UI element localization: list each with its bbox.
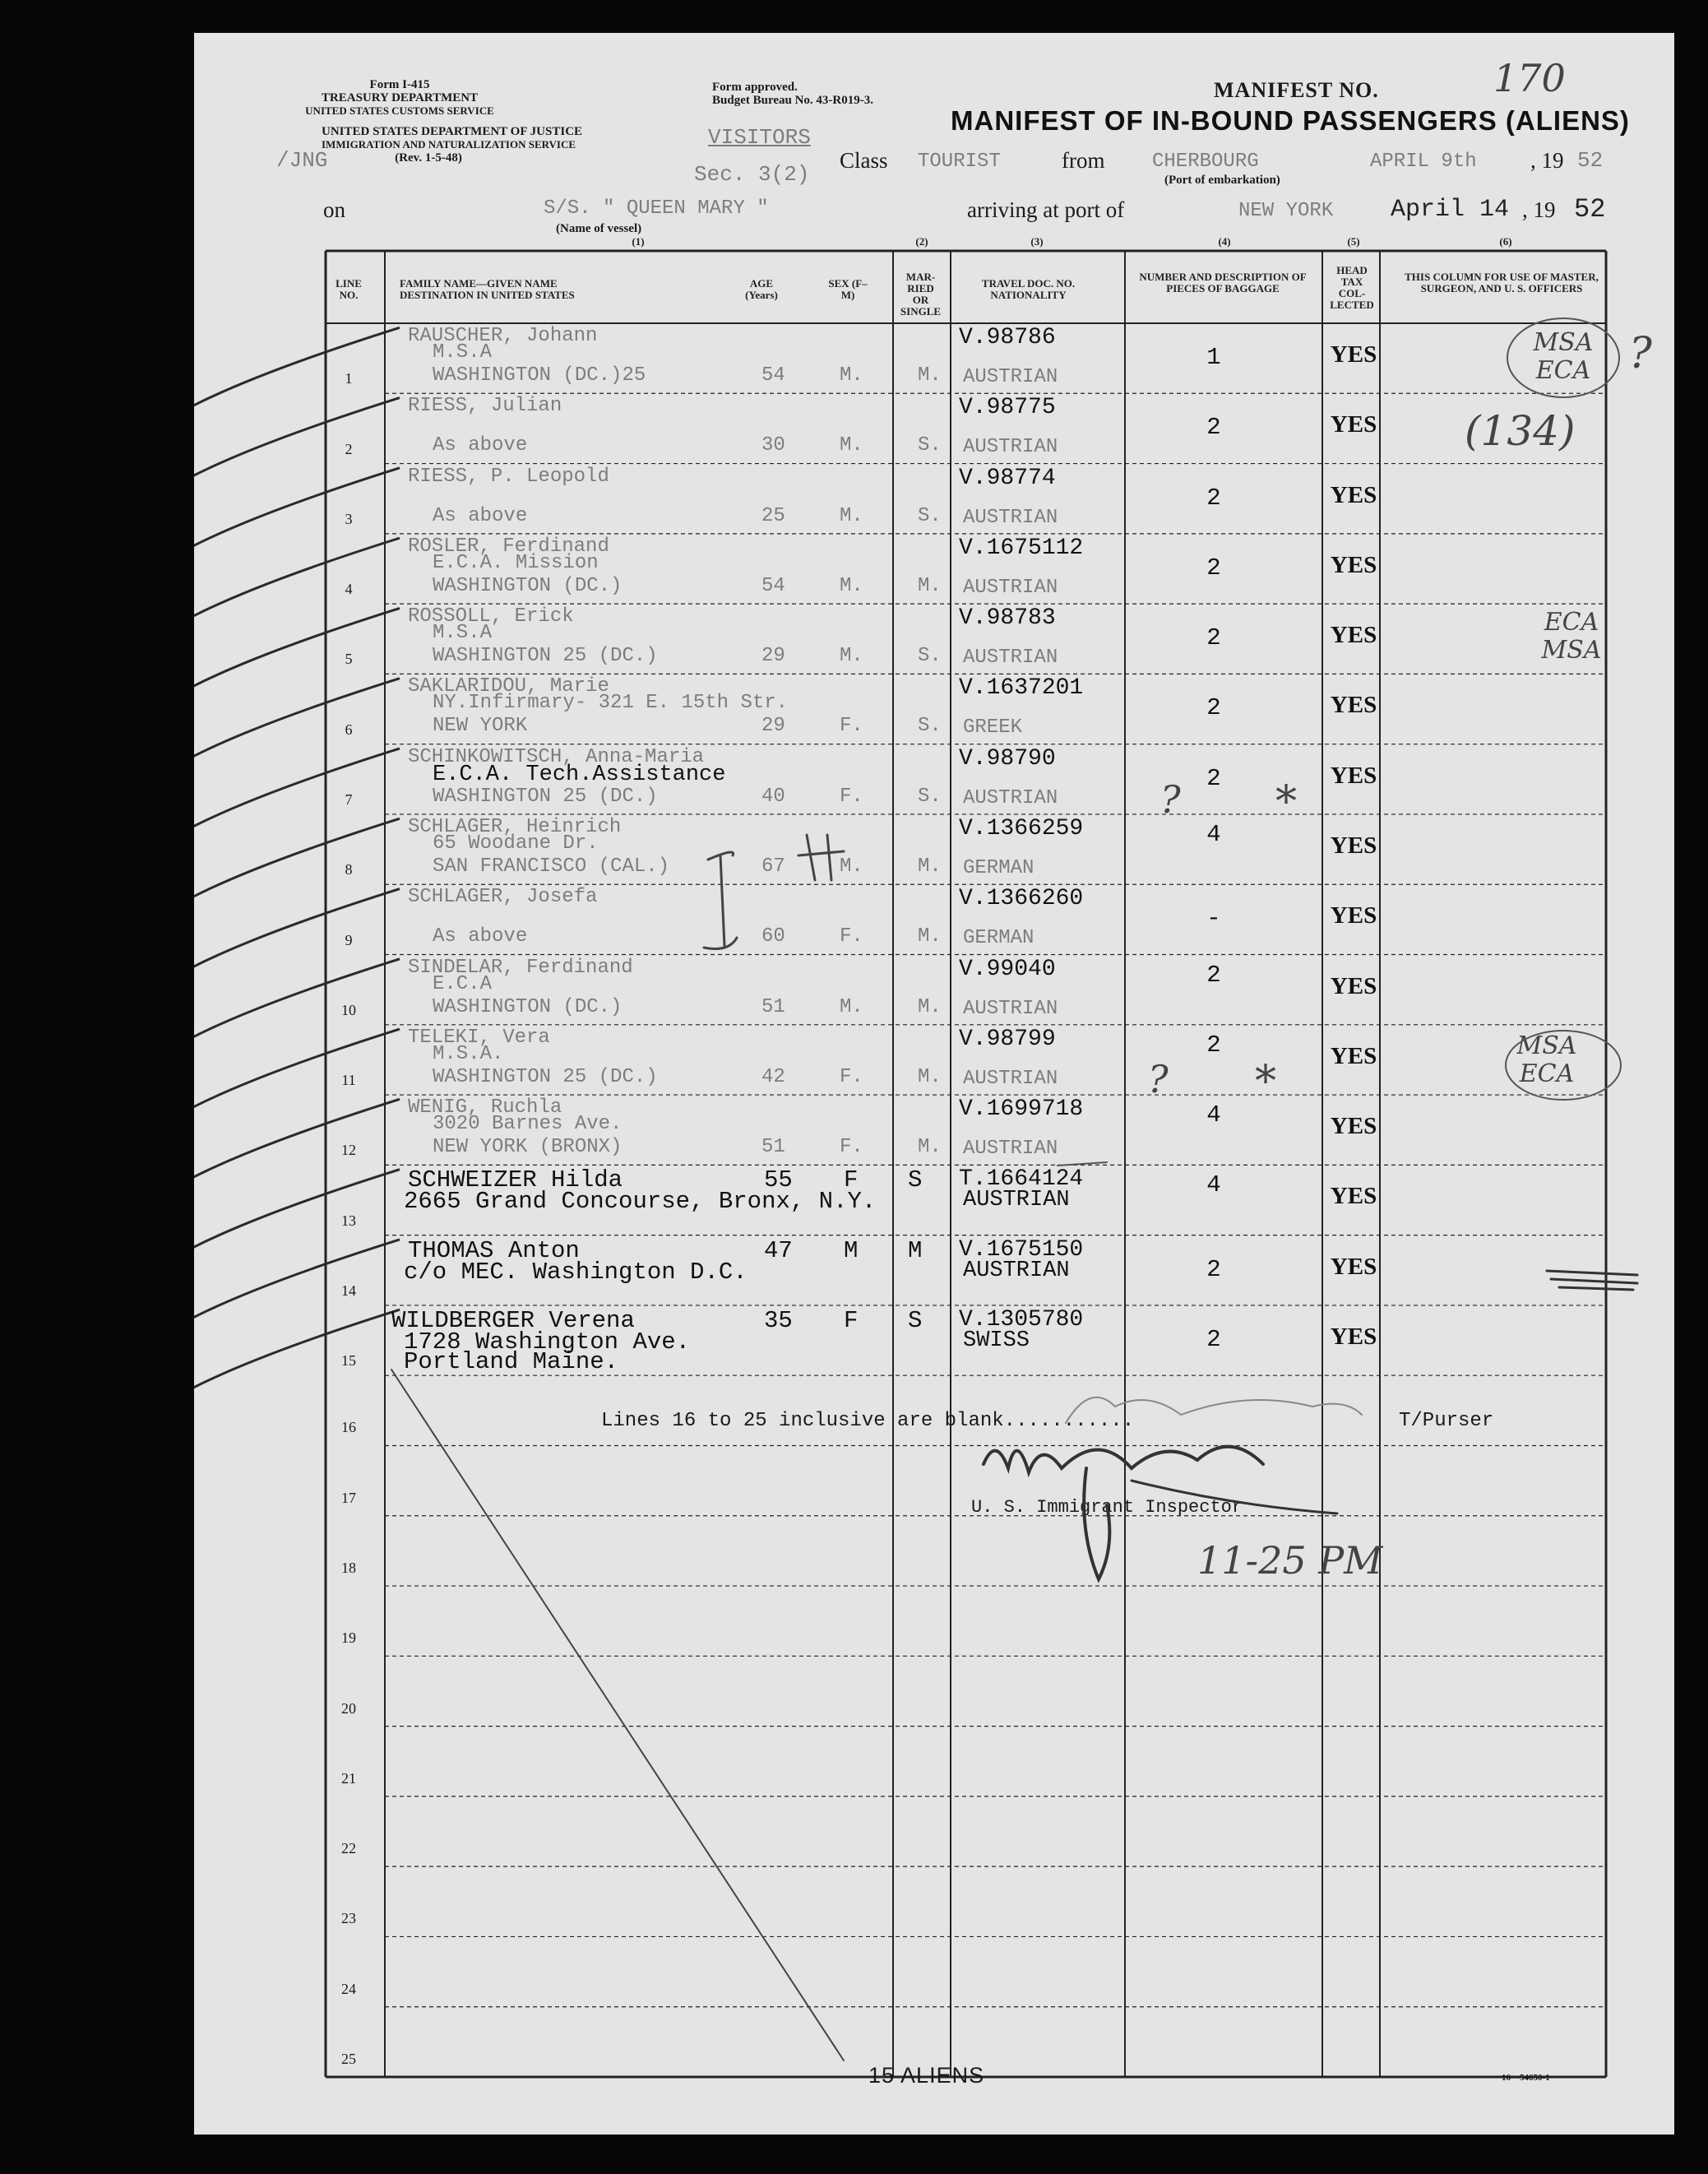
age: 54 (761, 574, 785, 597)
treasury-department: TREASURY DEPARTMENT (321, 91, 479, 104)
destination-line-2: WASHINGTON (DC.) (433, 574, 623, 597)
col-header-travel: TRAVEL DOC. NO. NATIONALITY (981, 277, 1076, 301)
marital-status: M. (918, 1136, 942, 1159)
destination-line-2: WASHINGTON (DC.)25 (433, 364, 646, 387)
sex: M. (840, 504, 863, 527)
note-eca-msa: ECA MSA (1541, 608, 1602, 665)
note-star-row11: * (1255, 1057, 1276, 1106)
head-tax-collected: YES (1330, 481, 1377, 508)
line-number: 14 (341, 1282, 356, 1299)
jng-stamp: /JNG (276, 148, 328, 173)
note-question-row7: ? (1160, 777, 1181, 822)
line-number: 17 (341, 1489, 356, 1506)
arriving-label: arriving at port of (967, 197, 1125, 222)
col-header-tax: HEAD TAX COL- LECTED (1330, 264, 1374, 311)
marital-status: M. (918, 855, 942, 878)
sex: F. (840, 715, 863, 738)
head-tax-collected: YES (1330, 622, 1377, 649)
col-num-2: (2) (915, 235, 928, 248)
travel-doc-number: V.1366260 (959, 886, 1084, 912)
passenger-name: SCHWEIZER Hilda (408, 1166, 623, 1194)
destination-line-1: M.S.A (433, 622, 493, 645)
col-header-baggage: NUMBER AND DESCRIPTION OF PIECES OF BAGGAGE (1139, 271, 1307, 294)
nationality: GERMAN (963, 856, 1035, 879)
age: 35 (764, 1306, 793, 1334)
baggage-count: 2 (1206, 484, 1221, 512)
col-num-3: (3) (1030, 235, 1044, 248)
head-tax-collected: YES (1330, 692, 1377, 719)
destination-line-1: 2665 Grand Concourse, Bronx, N.Y. (404, 1188, 877, 1216)
sex: M (844, 1236, 859, 1264)
line-number: 2 (345, 440, 353, 457)
age: 29 (761, 715, 785, 738)
arrival-year: 52 (1574, 194, 1606, 225)
baggage-count: 1 (1206, 344, 1221, 371)
marital-status: S. (918, 785, 942, 808)
manifest-page (194, 33, 1674, 2135)
col-header-officers: THIS COLUMN FOR USE OF MASTER, SURGEON, AND U. S. OFFICERS (1405, 271, 1599, 294)
marital-status: M. (918, 995, 942, 1018)
line-number: 4 (345, 581, 353, 598)
destination-line-1: M.S.A (433, 341, 493, 364)
marital-status: S. (918, 715, 942, 738)
age: 55 (764, 1166, 793, 1194)
age: 60 (761, 925, 785, 948)
marital-status: M. (918, 574, 942, 597)
footer-code: 16—54650-1 (1502, 2073, 1550, 2083)
travel-doc-number: T.1664124 (959, 1166, 1084, 1193)
customs-service: UNITED STATES CUSTOMS SERVICE (305, 104, 494, 117)
inspector-label: U. S. Immigrant Inspector (971, 1497, 1243, 1518)
destination-line-2: Portland Maine. (404, 1347, 619, 1375)
destination-line-1: 65 Woodane Dr. (433, 832, 599, 855)
vessel-label: (Name of vessel) (556, 222, 642, 235)
immigration-service: IMMIGRATION AND NATURALIZATION SERVICE (322, 138, 576, 151)
class-value: TOURIST (918, 151, 1001, 173)
travel-doc-number: V.1699718 (959, 1096, 1084, 1123)
age: 47 (764, 1236, 793, 1264)
head-tax-collected: YES (1330, 832, 1377, 859)
passenger-name: RIESS, Julian (408, 395, 562, 418)
nationality: AUSTRIAN (963, 1067, 1058, 1090)
note-msa-eca-2: MSA ECA (1516, 1031, 1577, 1088)
destination-line-2: As above (433, 925, 528, 948)
note-star-row7: * (1275, 777, 1297, 827)
destination-line-1: 1728 Washington Ave. (404, 1328, 691, 1356)
depart-date: APRIL 9th (1370, 151, 1477, 173)
baggage-count: 4 (1206, 1171, 1221, 1199)
destination-line-1: M.S.A. (433, 1042, 504, 1065)
total-aliens: 15 ALIENS (868, 2063, 985, 2088)
nationality: AUSTRIAN (963, 436, 1058, 459)
line-number: 15 (341, 1352, 356, 1370)
age: 40 (761, 785, 785, 808)
travel-doc-number: V.98790 (959, 745, 1056, 772)
baggage-count: 2 (1206, 624, 1221, 652)
passenger-name: TELEKI, Vera (408, 1026, 550, 1049)
note-msa-eca-1: MSA ECA (1533, 328, 1594, 385)
nationality: AUSTRIAN (963, 1138, 1058, 1161)
note-inspector-time: 11-25 PM (1197, 1538, 1383, 1583)
col-header-name: FAMILY NAME—GIVEN NAME DESTINATION IN UNITED STATES (400, 277, 575, 301)
vessel-name: S/S. " QUEEN MARY " (544, 197, 769, 220)
marital-status: M. (918, 1065, 942, 1088)
budget-text: Budget Bureau No. 43-R019-3. (712, 94, 873, 107)
approved-text: Form approved. (712, 81, 798, 94)
destination-line-2: As above (433, 504, 528, 527)
line-number: 22 (341, 1840, 356, 1857)
col-num-1: (1) (632, 235, 645, 248)
passenger-name: RIESS, P. Leopold (408, 465, 609, 488)
line-number: 20 (341, 1699, 356, 1717)
line-number: 25 (341, 2051, 356, 2067)
marital-status: M. (918, 925, 942, 948)
hand-marks (194, 33, 1674, 2135)
manifest-title: MANIFEST OF IN-BOUND PASSENGERS (ALIENS) (951, 105, 1630, 136)
sex: F. (840, 1136, 863, 1159)
baggage-count: 2 (1206, 1255, 1221, 1283)
sex: F. (840, 1065, 863, 1088)
passenger-name: RAUSCHER, Johann (408, 325, 598, 347)
travel-doc-number: V.1675112 (959, 535, 1084, 561)
destination-line-2: WASHINGTON (DC.) (433, 995, 623, 1018)
line-number: 11 (341, 1072, 356, 1089)
baggage-count: 2 (1206, 554, 1221, 582)
passenger-name: SCHINKOWITSCH, Anna-Maria (408, 745, 705, 768)
nationality: AUSTRIAN (963, 576, 1058, 599)
nationality: AUSTRIAN (963, 647, 1058, 670)
embark-label: (Port of embarkation) (1164, 174, 1280, 187)
passenger-name: ROSLER, Ferdinand (408, 535, 609, 558)
line-number: 13 (341, 1212, 356, 1229)
age: 51 (761, 1136, 785, 1159)
head-tax-collected: YES (1330, 1323, 1377, 1350)
age: 51 (761, 995, 785, 1018)
passenger-name: SCHLAGER, Heinrich (408, 815, 622, 838)
line-number: 7 (345, 790, 353, 808)
head-tax-collected: YES (1330, 551, 1377, 578)
line-number: 6 (345, 721, 353, 738)
destination-line-1: NY.Infirmary- 321 E. 15th Str. (433, 692, 789, 715)
destination-line-2: NEW YORK (433, 715, 528, 738)
purser-label: T/Purser (1399, 1410, 1494, 1432)
travel-doc-number: V.98783 (959, 605, 1056, 632)
visitors-stamp: VISITORS (708, 125, 811, 150)
passenger-name: WENIG, Ruchla (408, 1096, 562, 1119)
sex: M. (840, 574, 863, 597)
col-header-age: AGE (Years) (745, 277, 778, 301)
nationality: GREEK (963, 716, 1023, 739)
age: 30 (761, 434, 785, 457)
head-tax-collected: YES (1330, 972, 1377, 999)
passenger-name: SINDELAR, Ferdinand (408, 956, 633, 979)
baggage-count: 2 (1206, 414, 1221, 442)
travel-doc-number: V.98775 (959, 395, 1056, 421)
destination-line-2: NEW YORK (BRONX) (433, 1136, 623, 1159)
passenger-name: SCHLAGER, Josefa (408, 886, 598, 909)
line-number: 8 (345, 861, 353, 878)
line-number: 9 (345, 931, 353, 948)
line-number: 1 (345, 370, 353, 387)
arrival-year-prefix: , 19 (1522, 197, 1556, 222)
arrival-port: NEW YORK (1238, 200, 1334, 222)
justice-department: UNITED STATES DEPARTMENT OF JUSTICE (322, 125, 583, 138)
col-header-line: LINE NO. (336, 277, 362, 301)
passenger-name: WILDBERGER Verena (391, 1306, 635, 1334)
sex: F (844, 1306, 859, 1334)
col-num-5: (5) (1347, 235, 1360, 248)
age: 25 (761, 504, 785, 527)
travel-doc-number: V.98774 (959, 465, 1056, 491)
baggage-count: 2 (1206, 694, 1221, 722)
line-number: 24 (341, 1980, 356, 1997)
line-number: 19 (341, 1629, 356, 1647)
head-tax-collected: YES (1330, 1113, 1377, 1140)
sex: F. (840, 785, 863, 808)
destination-line-2: WASHINGTON 25 (DC.) (433, 785, 658, 808)
col-header-married: MAR- RIED OR SINGLE (900, 271, 942, 318)
from-label: from (1062, 148, 1105, 173)
baggage-count: 4 (1206, 820, 1221, 848)
head-tax-collected: YES (1330, 341, 1377, 368)
age: 54 (761, 364, 785, 387)
marital-status: S (908, 1306, 923, 1334)
marital-status: S. (918, 504, 942, 527)
note-question-1: ? (1629, 329, 1652, 378)
embark-port: CHERBOURG (1152, 151, 1259, 173)
nationality: AUSTRIAN (963, 997, 1058, 1020)
col-header-sex: SEX (F–M) (828, 277, 868, 301)
depart-year: 52 (1577, 148, 1604, 173)
baggage-count: 2 (1206, 1031, 1221, 1059)
head-tax-collected: YES (1330, 1183, 1377, 1210)
note-134: (134) (1465, 407, 1576, 455)
head-tax-collected: YES (1330, 762, 1377, 789)
travel-doc-number: V.1675150 (959, 1236, 1084, 1263)
age: 42 (761, 1065, 785, 1088)
revision: (Rev. 1-5-48) (395, 151, 462, 165)
nationality: AUSTRIAN (963, 786, 1058, 809)
destination-line-1: E.C.A. Mission (433, 551, 599, 574)
age: 67 (761, 855, 785, 878)
line-number: 21 (341, 1769, 356, 1787)
head-tax-collected: YES (1330, 1253, 1377, 1280)
nationality: AUSTRIAN (963, 1258, 1070, 1283)
passenger-name: SAKLARIDOU, Marie (408, 675, 609, 698)
depart-year-prefix: , 19 (1530, 148, 1564, 173)
destination-line-2: WASHINGTON 25 (DC.) (433, 645, 658, 668)
manifest-no-label: MANIFEST NO. (1214, 78, 1379, 102)
sex: M. (840, 855, 863, 878)
passenger-name: ROSSOLL, Erick (408, 605, 574, 628)
section-stamp: Sec. 3(2) (694, 162, 810, 187)
head-tax-collected: YES (1330, 902, 1377, 929)
nationality: GERMAN (963, 927, 1035, 950)
nationality: AUSTRIAN (963, 506, 1058, 529)
sex: F (844, 1166, 859, 1194)
line-number: 5 (345, 651, 353, 668)
destination-line-2: SAN FRANCISCO (CAL.) (433, 855, 670, 878)
travel-doc-number: V.98799 (959, 1026, 1056, 1052)
baggage-count: 2 (1206, 961, 1221, 989)
sex: F. (840, 925, 863, 948)
line-number: 3 (345, 510, 353, 527)
nationality: SWISS (963, 1328, 1030, 1353)
travel-doc-number: V.1637201 (959, 675, 1084, 702)
note-question-row11: ? (1148, 1057, 1169, 1101)
head-tax-collected: YES (1330, 1042, 1377, 1069)
travel-doc-number: V.1366259 (959, 815, 1084, 841)
sex: M. (840, 364, 863, 387)
baggage-count: - (1206, 905, 1221, 933)
marital-status: S. (918, 645, 942, 668)
class-label: Class (840, 148, 888, 173)
line-number: 23 (341, 1910, 356, 1927)
marital-status: M. (918, 364, 942, 387)
destination-line-1: 3020 Barnes Ave. (433, 1113, 623, 1136)
on-label: on (323, 197, 345, 222)
manifest-number: 170 (1493, 56, 1566, 100)
travel-doc-number: V.99040 (959, 956, 1056, 982)
marital-status: M (908, 1236, 923, 1264)
blank-lines-note: Lines 16 to 25 inclusive are blank........... (601, 1410, 1135, 1432)
destination-line-2: As above (433, 434, 528, 457)
age: 29 (761, 645, 785, 668)
destination-line-1: E.C.A (433, 972, 493, 995)
line-number: 16 (341, 1419, 356, 1436)
baggage-count: 2 (1206, 1325, 1221, 1353)
nationality: AUSTRIAN (963, 1188, 1070, 1213)
head-tax-collected: YES (1330, 411, 1377, 438)
baggage-count: 4 (1206, 1101, 1221, 1129)
destination-line-1: c/o MEC. Washington D.C. (404, 1258, 748, 1286)
form-number: Form I-415 (369, 78, 430, 91)
col-num-4: (4) (1218, 235, 1231, 248)
line-number: 18 (341, 1560, 356, 1577)
arrival-date: April 14 (1391, 196, 1510, 224)
line-number: 10 (341, 1001, 356, 1018)
marital-status: S. (918, 434, 942, 457)
line-number: 12 (341, 1142, 356, 1159)
sex: M. (840, 434, 863, 457)
sex: M. (840, 995, 863, 1018)
baggage-count: 2 (1206, 764, 1221, 792)
col-num-6: (6) (1499, 235, 1512, 248)
sex: M. (840, 645, 863, 668)
nationality: AUSTRIAN (963, 366, 1058, 388)
marital-status: S (908, 1166, 923, 1194)
travel-doc-number: V.1305780 (959, 1306, 1084, 1333)
destination-line-2: WASHINGTON 25 (DC.) (433, 1065, 658, 1088)
passenger-name: THOMAS Anton (408, 1236, 580, 1264)
travel-doc-number: V.98786 (959, 325, 1056, 350)
destination-line-1: E.C.A. Tech.Assistance (433, 762, 726, 787)
